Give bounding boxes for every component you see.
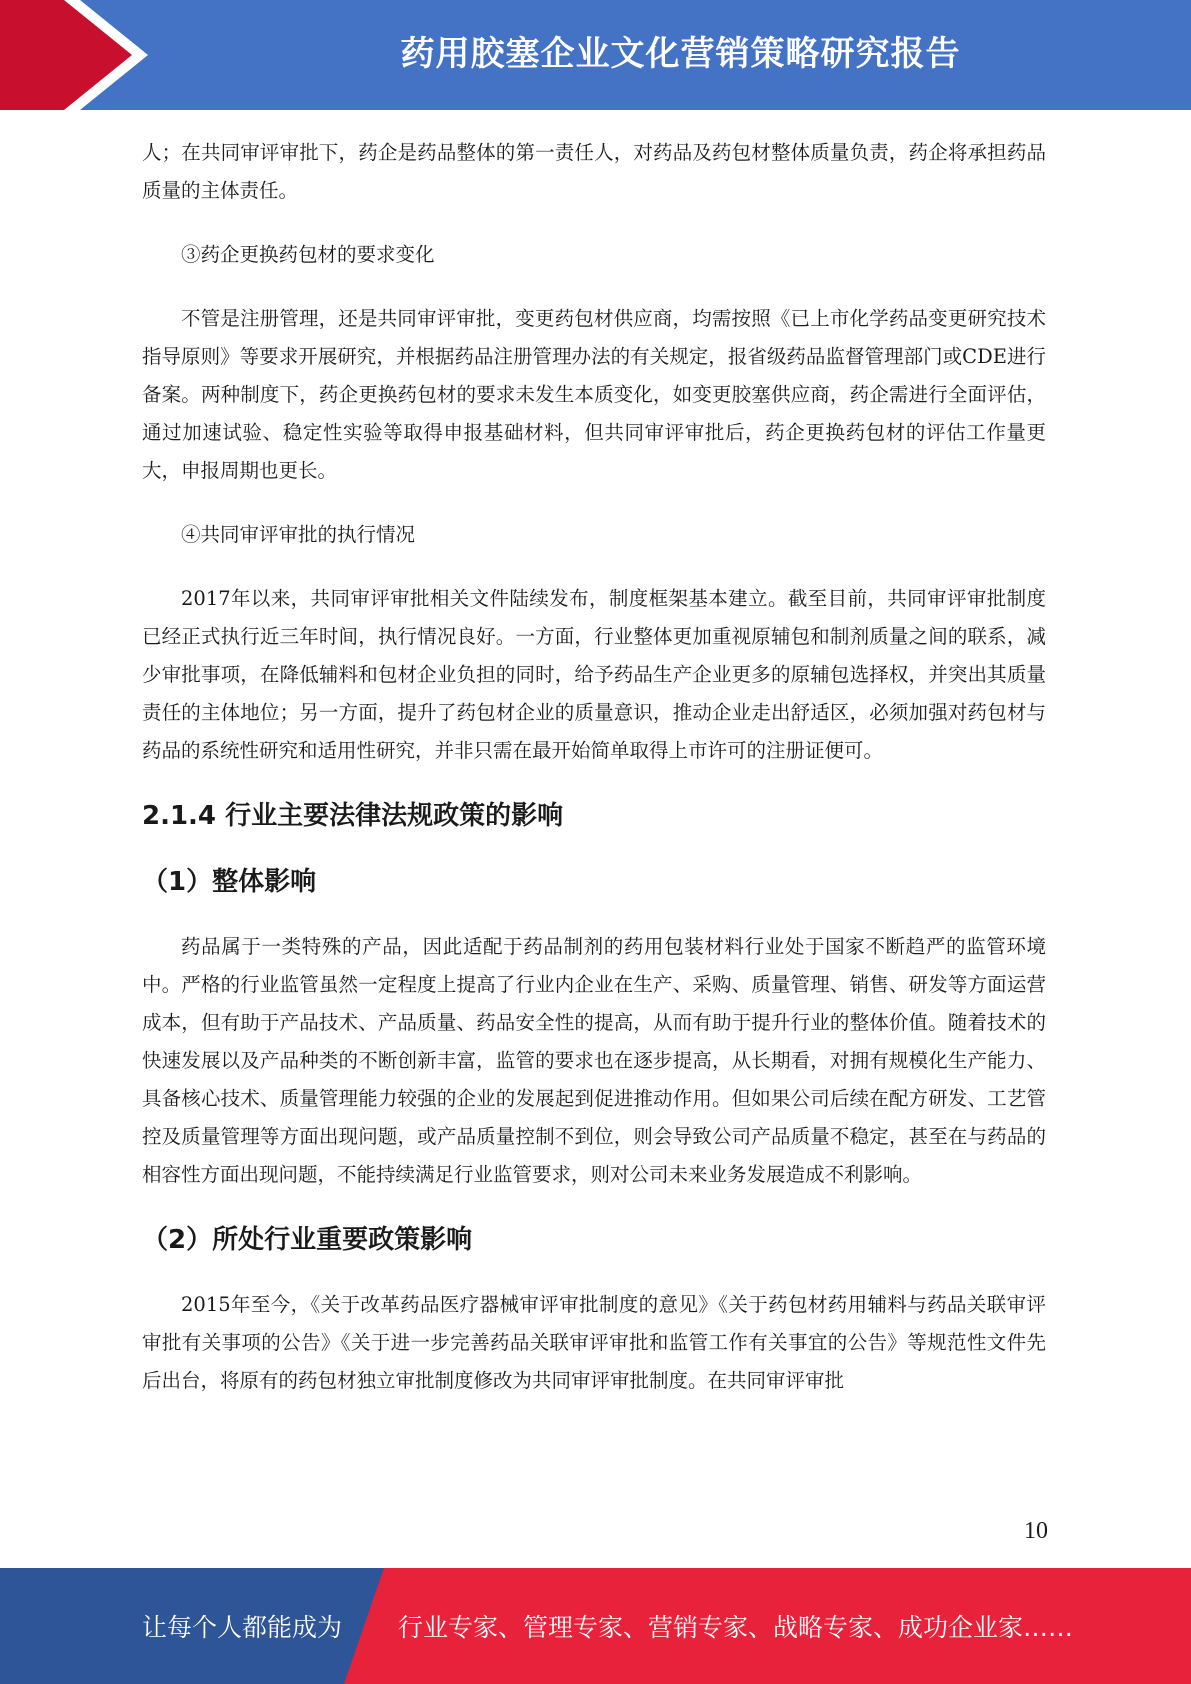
footer-slogan-right: 行业专家、管理专家、营销专家、战略专家、成功企业家…… xyxy=(398,1613,1074,1642)
paragraph-2: 不管是注册管理，还是共同审评审批，变更药包材供应商，均需按照《已上市化学药品变更研究技术指导原则》等要求开展研究，并根据药品注册管理办法的有关规定，报省级药品监督管理部门或CDE进行备案。两种制度下，药企更换药包材的要求未发生本质变化，如变更胶塞供应商，药企需进行全面评估，通过加速试验、稳定性实验等取得申报基础材料，但共同审评审批后，药企更换药包材的评估工作量更大，申报周期也更长。 xyxy=(142,307,1046,482)
section-heading: 2.1.4 行业主要法律法规政策的影响 xyxy=(142,801,564,831)
subtopic-4: ④共同审评审批的执行情况 xyxy=(181,523,416,546)
subsection-heading-1: （1）整体影响 xyxy=(142,867,317,897)
paragraph-4: 药品属于一类特殊的产品，因此适配于药品制剂的药用包装材料行业处于国家不断趋严的监管环境中。严格的行业监管虽然一定程度上提高了行业内企业在生产、采购、质量管理、销售、研发等方面运营成本，但有助于产品技术、产品质量、药品安全性的提高，从而有助于提升行业的整体价值。随着技术的快速发展以及产品种类的不断创新丰富，监管的要求也在逐步提高，从长期看，对拥有规模化生产能力、具备核心技术、质量管理能力较强的企业的发展起到促进推动作用。但如果公司后续在配方研发、工艺管控及质量管理等方面出现问题，或产品质量控制不到位，则会导致公司产品质量不稳定，甚至在与药品的相容性方面出现问题，不能持续满足行业监管要求，则对公司未来业务发展造成不利影响。 xyxy=(142,935,1046,1186)
header-corner-arrow xyxy=(0,0,160,110)
paragraph-5: 2015年至今，《关于改革药品医疗器械审评审批制度的意见》《关于药包材药用辅料与药品关联审评审批有关事项的公告》《关于进一步完善药品关联审评审批和监管工作有关事宜的公告》等规范性文件先后出台，将原有的药包材独立审批制度修改为共同审评审批制度。在共同审评审批 xyxy=(142,1293,1046,1392)
document-body xyxy=(142,134,1046,1426)
page-header xyxy=(0,0,1191,110)
page-number: 10 xyxy=(1024,1518,1048,1544)
paragraph-3: 2017年以来，共同审评审批相关文件陆续发布，制度框架基本建立。截至目前，共同审评审批制度已经正式执行近三年时间，执行情况良好。一方面，行业整体更加重视原辅包和制剂质量之间的联系，减少审批事项，在降低辅料和包材企业负担的同时，给予药品生产企业更多的原辅包选择权，并突出其质量责任的主体地位；另一方面，提升了药包材企业的质量意识，推动企业走出舒适区，必须加强对药包材与药品的系统性研究和适用性研究，并非只需在最开始简单取得上市许可的注册证便可。 xyxy=(142,587,1046,762)
footer-slogan-left: 让每个人都能成为 xyxy=(142,1613,343,1642)
subtopic-3: ③药企更换药包材的要求变化 xyxy=(181,243,435,266)
report-title: 药用胶塞企业文化营销策略研究报告 xyxy=(400,34,961,74)
page-footer xyxy=(0,1568,1191,1684)
subsection-heading-2: （2）所处行业重要政策影响 xyxy=(142,1225,473,1255)
paragraph-1: 人；在共同审评审批下，药企是药品整体的第一责任人，对药品及药包材整体质量负责，药企将承担药品质量的主体责任。 xyxy=(142,141,1046,202)
